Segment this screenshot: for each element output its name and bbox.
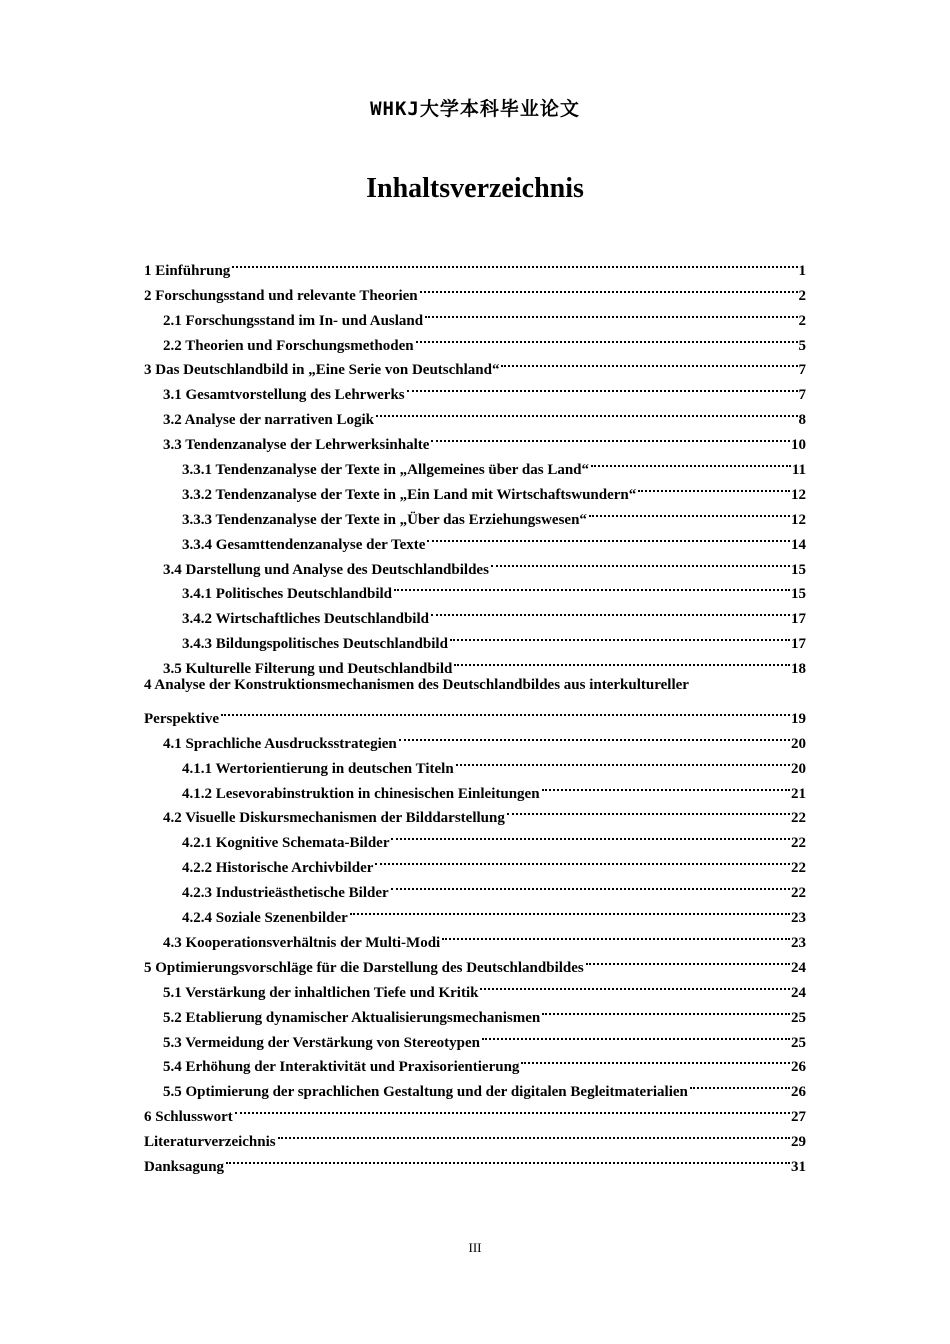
toc-leader-dots	[589, 499, 790, 524]
toc-entry-page: 12	[791, 486, 806, 503]
toc-entry-page: 31	[791, 1158, 806, 1175]
toc-entry[interactable]	[144, 1146, 806, 1175]
toc-entry-page: 19	[791, 710, 806, 727]
toc-entry-label: 3.5 Kulturelle Filterung und Deutschlandbild	[163, 661, 453, 678]
toc-entry-page: 20	[791, 760, 806, 777]
toc-entry-label: 3.3 Tendenzanalyse der Lehrwerksinhalte	[163, 437, 430, 454]
toc-entry-label: 2.2 Theorien und Forschungsmethoden	[163, 337, 414, 354]
toc-entry[interactable]	[144, 1096, 806, 1126]
toc-entry-page: 14	[791, 536, 806, 553]
page-title: Inhaltsverzeichnis	[366, 173, 584, 204]
toc-entry-label: 5.3 Vermeidung der Verstärkung von Stereotypen	[163, 1034, 480, 1051]
toc-entry-label: 2.1 Forschungsstand im In- und Ausland	[163, 312, 424, 329]
toc-entry-label: 5.4 Erhöhung der Interaktivität und Praxisorientierung	[163, 1059, 520, 1076]
toc-entry-page: 22	[791, 835, 806, 852]
toc-leader-dots	[638, 474, 790, 499]
toc-entry-label: 4.3 Kooperationsverhältnis der Multi-Modi	[163, 934, 441, 951]
toc-entry-page: 17	[791, 611, 806, 628]
toc-entry-page: 21	[791, 785, 806, 802]
toc-entry-page: 24	[791, 984, 806, 1001]
toc-entry[interactable]	[144, 723, 806, 752]
toc-entry-label: 3 Das Deutschlandbild in „Eine Serie von Deutschland“	[144, 362, 500, 379]
table-of-contents	[144, 250, 806, 1175]
toc-leader-dots	[420, 275, 798, 300]
toc-entry[interactable]	[144, 1121, 806, 1151]
toc-entry-page: 7	[798, 387, 806, 404]
toc-leader-dots	[407, 374, 798, 399]
toc-entry-page: 29	[791, 1134, 806, 1151]
toc-leader-dots	[226, 1146, 790, 1171]
toc-entry-page: 15	[791, 561, 806, 578]
toc-entry-label: 4.1.1 Wertorientierung in deutschen Titeln	[182, 760, 454, 777]
toc-leader-dots	[278, 1121, 790, 1146]
toc-entry-page: 2	[798, 312, 806, 329]
toc-entry-page: 24	[791, 959, 806, 976]
toc-entry-label: 3.3.1 Tendenzanalyse der Texte in „Allgemeines über das Land“	[182, 462, 590, 479]
toc-leader-dots	[542, 997, 790, 1022]
toc-leader-dots	[450, 623, 790, 648]
toc-leader-dots	[427, 524, 790, 549]
toc-entry-label: 5.1 Verstärkung der inhaltlichen Tiefe und Kritik	[163, 984, 479, 1001]
toc-leader-dots	[350, 897, 790, 922]
toc-leader-dots	[454, 648, 790, 673]
toc-leader-dots	[425, 300, 797, 325]
toc-entry-page: 25	[791, 1034, 806, 1051]
toc-entry-page: 15	[791, 586, 806, 603]
toc-entry-page: 22	[791, 810, 806, 827]
toc-leader-dots	[416, 325, 798, 350]
toc-entry[interactable]	[144, 275, 806, 304]
toc-leader-dots	[394, 574, 790, 599]
toc-entry-label: 1 Einführung	[144, 262, 231, 279]
toc-leader-dots	[442, 922, 790, 947]
toc-entry-page: 8	[798, 412, 806, 429]
toc-entry-label: 4 Analyse der Konstruktionsmechanismen des Deutschlandbildes aus interkultureller	[144, 677, 689, 694]
toc-entry-label: 2 Forschungsstand und relevante Theorien	[144, 287, 418, 304]
toc-leader-dots	[221, 698, 790, 723]
toc-entry-label: 3.2 Analyse der narrativen Logik	[163, 412, 374, 429]
toc-entry-label: 3.4.2 Wirtschaftliches Deutschlandbild	[182, 611, 429, 628]
toc-entry-label: 4.2.2 Historische Archivbilder	[182, 860, 374, 877]
toc-entry-page: 10	[791, 437, 806, 454]
toc-leader-dots	[376, 399, 798, 424]
toc-leader-dots	[431, 598, 790, 623]
toc-entry-label: 3.4 Darstellung und Analyse des Deutschlandbildes	[163, 561, 489, 578]
toc-entry-label: 5.2 Etablierung dynamischer Aktualisierungsmechanismen	[163, 1009, 541, 1026]
toc-leader-dots	[391, 822, 790, 847]
toc-leader-dots	[235, 1096, 790, 1121]
toc-entry-page: 26	[791, 1084, 806, 1101]
toc-entry-label: 3.1 Gesamtvorstellung des Lehrwerks	[163, 387, 405, 404]
toc-entry-label: 4.1.2 Lesevorabinstruktion in chinesischen Einleitungen	[182, 785, 540, 802]
toc-leader-dots	[586, 947, 790, 972]
toc-entry-page: 20	[791, 735, 806, 752]
toc-entry[interactable]	[144, 698, 806, 727]
toc-entry-page: 25	[791, 1009, 806, 1026]
toc-leader-dots	[491, 549, 790, 574]
toc-leader-dots	[431, 424, 790, 449]
toc-entry-label: 4.2.3 Industrieästhetische Bilder	[182, 885, 389, 902]
toc-entry-label: 3.4.1 Politisches Deutschlandbild	[182, 586, 393, 603]
toc-entry-page: 11	[791, 462, 806, 479]
toc-entry-label: 5.5 Optimierung der sprachlichen Gestaltung und der digitalen Begleitmaterialien	[163, 1084, 688, 1101]
toc-entry-label: 3.4.3 Bildungspolitisches Deutschlandbild	[182, 636, 448, 653]
toc-entry-page: 7	[798, 362, 806, 379]
toc-entry-page: 26	[791, 1059, 806, 1076]
toc-entry-label: 4.2.4 Soziale Szenenbilder	[182, 910, 348, 927]
toc-leader-dots	[690, 1071, 790, 1096]
toc-leader-dots	[456, 748, 790, 773]
toc-leader-dots	[480, 972, 790, 997]
toc-entry[interactable]	[144, 673, 806, 698]
toc-entry-page: 22	[791, 860, 806, 877]
toc-entry-page: 17	[791, 636, 806, 653]
toc-leader-dots	[542, 773, 790, 798]
toc-entry-label: Perspektive	[144, 710, 219, 727]
toc-entry-page: 27	[791, 1109, 806, 1126]
toc-entry-label: 4.2.1 Kognitive Schemata-Bilder	[182, 835, 390, 852]
running-header: WHKJ大学本科毕业论文	[370, 98, 580, 120]
toc-leader-dots	[399, 723, 790, 748]
toc-entry-page: 23	[791, 934, 806, 951]
toc-entry-page: 1	[798, 262, 806, 279]
toc-leader-dots	[507, 798, 790, 823]
toc-entry-page: 5	[798, 337, 806, 354]
toc-leader-dots	[501, 350, 797, 375]
toc-leader-dots	[232, 250, 797, 275]
toc-entry-label: 3.3.4 Gesamttendenzanalyse der Texte	[182, 536, 426, 553]
toc-entry-label: 3.3.3 Tendenzanalyse der Texte in „Über das Erziehungswesen“	[182, 511, 587, 528]
toc-entry-page: 12	[791, 511, 806, 528]
toc-leader-dots	[482, 1022, 790, 1047]
footer-page-number: III	[468, 1240, 482, 1255]
toc-entry-label: 3.3.2 Tendenzanalyse der Texte in „Ein Land mit Wirtschaftswundern“	[182, 486, 637, 503]
toc-entry-label: 4.1 Sprachliche Ausdrucksstrategien	[163, 735, 397, 752]
toc-entry-label: Literaturverzeichnis	[144, 1134, 276, 1151]
toc-entry-page: 18	[791, 661, 806, 678]
toc-leader-dots	[591, 449, 791, 474]
toc-entry[interactable]	[144, 250, 806, 279]
toc-entry-page: 22	[791, 885, 806, 902]
toc-entry-page: 2	[798, 287, 806, 304]
toc-entry-label: 6 Schlusswort	[144, 1109, 233, 1126]
toc-entry-page: 23	[791, 910, 806, 927]
toc-entry-label: 5 Optimierungsvorschläge für die Darstellung des Deutschlandbildes	[144, 959, 584, 976]
toc-entry-label: Danksagung	[144, 1158, 225, 1175]
toc-leader-dots	[521, 1047, 790, 1072]
toc-entry-label: 4.2 Visuelle Diskursmechanismen der Bilddarstellung	[163, 810, 505, 827]
toc-leader-dots	[391, 872, 790, 897]
toc-leader-dots	[375, 847, 790, 872]
